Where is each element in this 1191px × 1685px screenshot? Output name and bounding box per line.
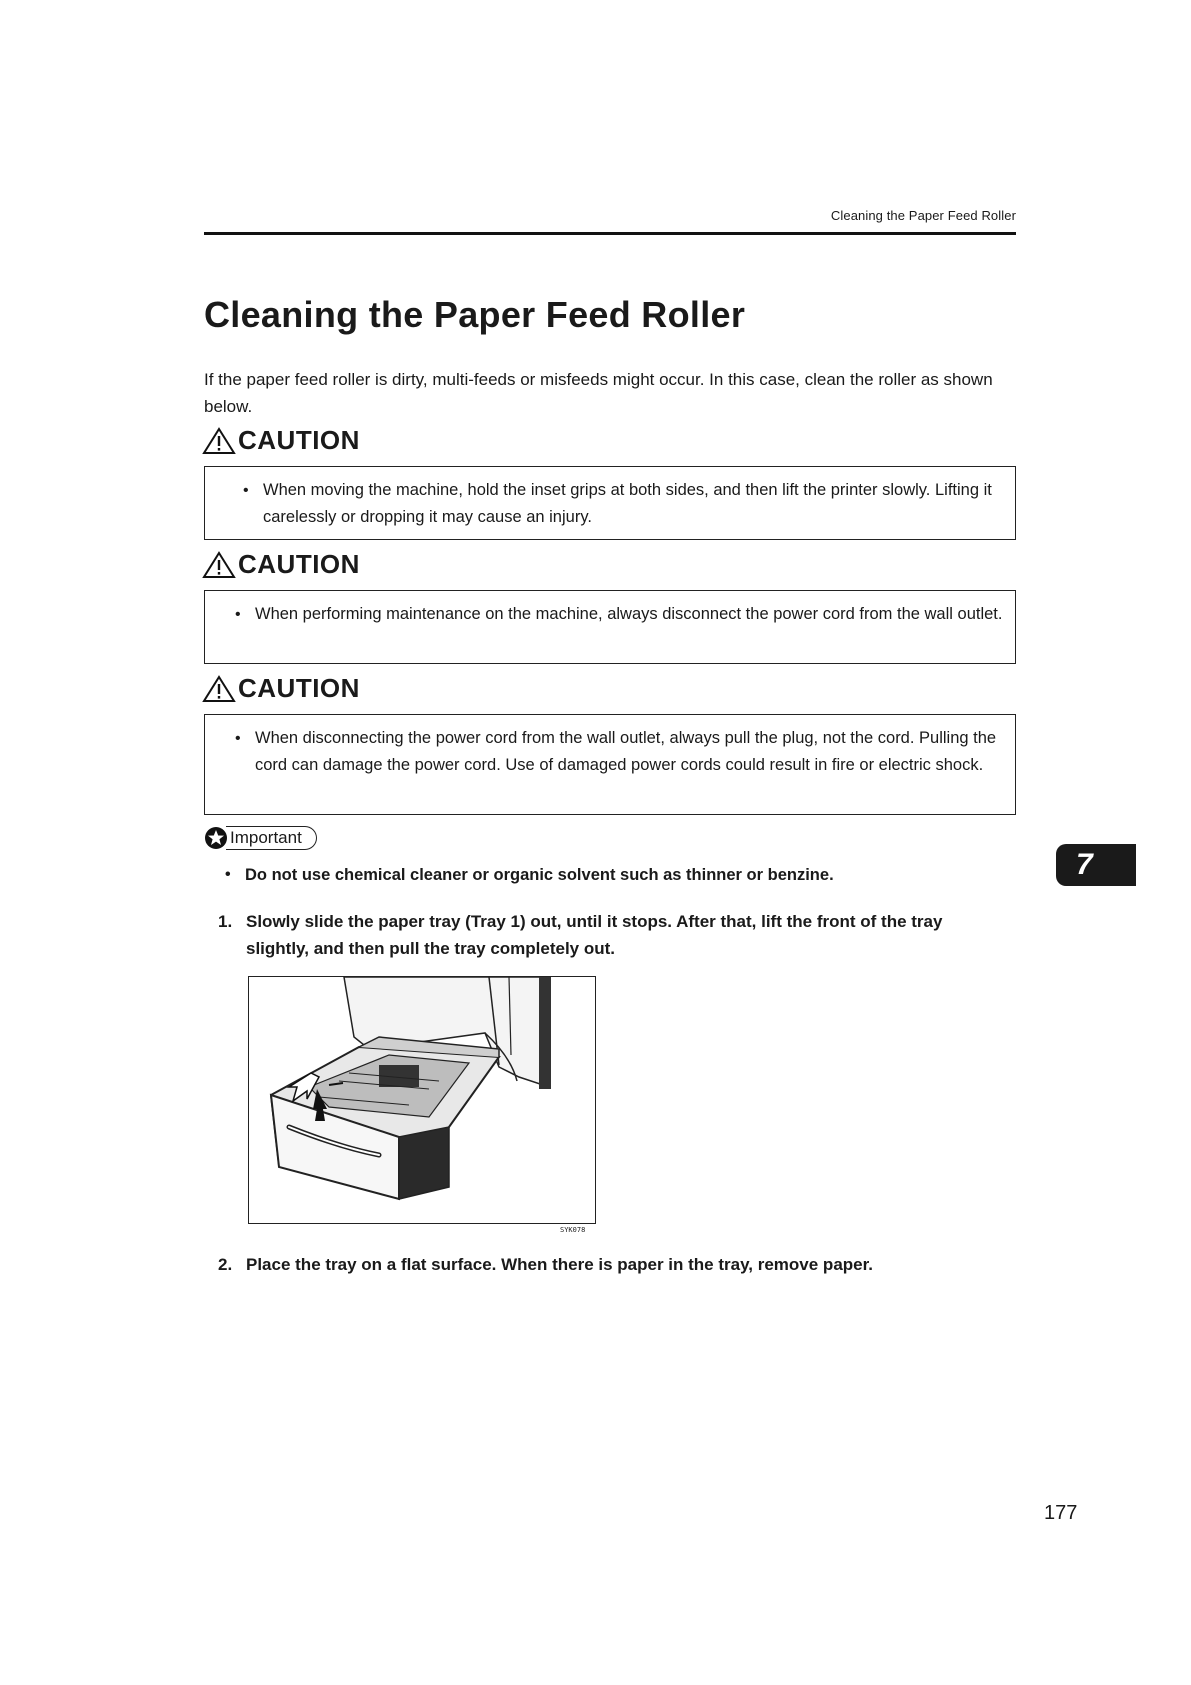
warning-triangle-icon <box>202 551 236 579</box>
step-text: Slowly slide the paper tray (Tray 1) out, until it stops. After that, lift the front of the tray slightly, and then pull the tray completely out. <box>246 912 943 958</box>
page-number: 177 <box>1044 1502 1078 1524</box>
step-2 <box>218 1251 1008 1278</box>
step-number: 2. <box>218 1255 233 1274</box>
important-text: Important <box>226 826 317 850</box>
caution-text: • When performing maintenance on the machine, always disconnect the power cord from the wall outlet. <box>235 601 1005 628</box>
important-label <box>204 826 317 850</box>
tray-illustration <box>249 977 595 1223</box>
step-number: 1. <box>218 912 233 931</box>
caution-box <box>204 714 1016 815</box>
step-text: Place the tray on a flat surface. When there is paper in the tray, remove paper. <box>246 1255 874 1274</box>
caution-heading <box>202 425 360 456</box>
caution-heading <box>202 549 360 580</box>
step-1 <box>218 908 1008 962</box>
caution-text: • When moving the machine, hold the inset grips at both sides, and then lift the printer slowly. Lifting it carelessly or dropping it may cause an injury. <box>243 477 1005 531</box>
caution-box <box>204 590 1016 664</box>
running-header: Cleaning the Paper Feed Roller <box>830 208 1016 223</box>
warning-triangle-icon <box>202 427 236 455</box>
intro-paragraph: If the paper feed roller is dirty, multi-feeds or misfeeds might occur. In this case, clean the roller as shown below. <box>204 370 993 416</box>
caution-label: CAUTION <box>238 549 360 579</box>
caution-label: CAUTION <box>238 425 360 455</box>
header-rule <box>204 232 1016 235</box>
important-star-icon <box>204 826 228 850</box>
chapter-number: 7 <box>1076 848 1093 881</box>
page-title: Cleaning the Paper Feed Roller <box>204 294 746 335</box>
important-item: • Do not use chemical cleaner or organic solvent such as thinner or benzine. <box>225 866 1005 885</box>
caution-text: • When disconnecting the power cord from the wall outlet, always pull the plug, not the cord. Pulling the cord can damage the power cord. Use of damaged power cords could result in fire or electric shock. <box>235 725 1005 779</box>
warning-triangle-icon <box>202 675 236 703</box>
caution-label: CAUTION <box>238 673 360 703</box>
illustration-tray-removal <box>248 976 596 1224</box>
caution-heading <box>202 673 360 704</box>
chapter-tab <box>1056 844 1136 886</box>
figure-code: SYK078 <box>560 1226 586 1234</box>
caution-box <box>204 466 1016 540</box>
